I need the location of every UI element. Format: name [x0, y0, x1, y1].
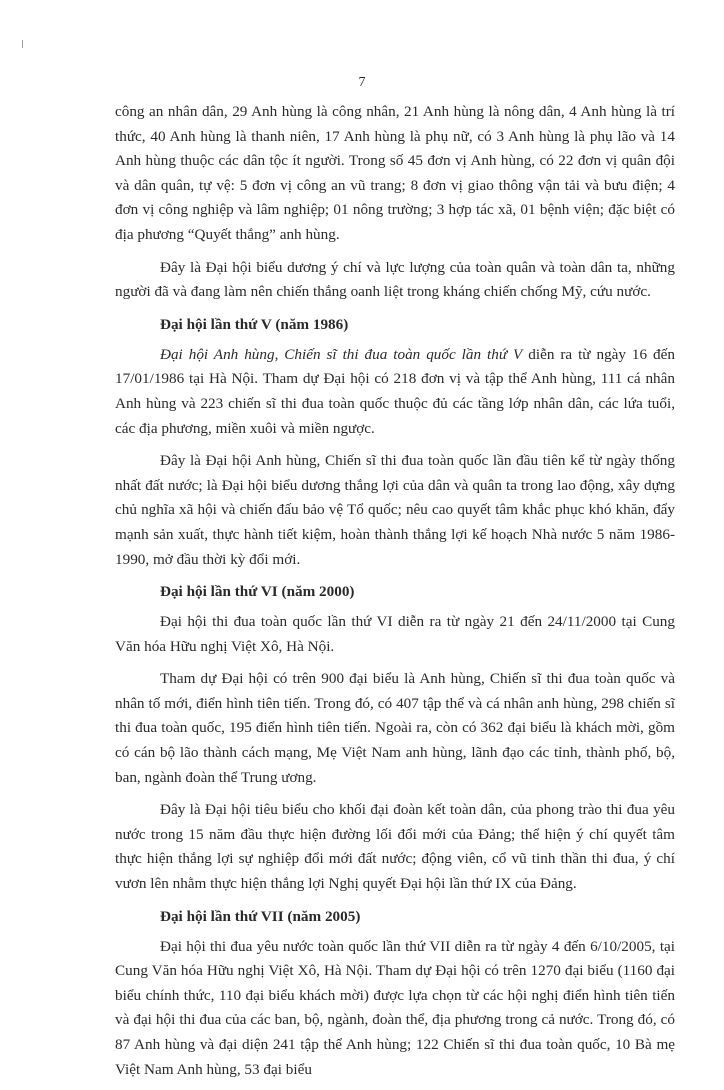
paragraph: Đây là Đại hội biểu dương ý chí và lực lượng của toàn quân và toàn dân ta, những người đã và đang làm nên chiến thắng oanh liệt trong kháng chiến chống Mỹ, cứu nước. — [115, 258, 675, 301]
margin-mark — [22, 40, 23, 48]
paragraph: Đại hội thi đua yêu nước toàn quốc lần thứ VII diễn ra từ ngày 4 đến 6/10/2005, tại Cung Văn hóa Hữu nghị Việt Xô, Hà Nội. Tham dự Đại hội có trên 1270 đại biểu (1160 đại biểu chính thức, 110 đại biểu khách mời) được lựa chọn từ các hội nghị điển hình tiên tiến và đại hội thi đua của các ban, bộ, ngành, đoàn thể, địa phương trong cả nước. Trong đó, có 87 Anh hùng và đại diện 241 tập thể Anh hùng; 122 Chiến sĩ thi đua toàn quốc, 10 Bà mẹ Việt Nam Anh hùng, 53 đại biểu — [115, 937, 675, 1078]
section-heading: Đại hội lần thứ VI (năm 2000) — [160, 583, 355, 601]
section-heading: Đại hội lần thứ V (năm 1986) — [160, 315, 349, 333]
page-number: 7 — [358, 75, 366, 90]
emphasis-text: Đại hội Anh hùng, Chiến sĩ thi đua toàn quốc lần thứ V — [160, 345, 523, 363]
document-body — [115, 100, 675, 1090]
paragraph-text: diễn ra từ ngày 16 đến 17/01/1986 tại Hà Nội. Tham dự Đại hội có 218 đơn vị và tập thể Anh hùng, 111 cá nhân Anh hùng và 223 chiến sĩ thi đua toàn quốc thuộc đủ các tầng lớp nhân dân, các lứa tuổi, các địa phương, miền xuôi và miền ngược. — [115, 345, 675, 437]
paragraph: Tham dự Đại hội có trên 900 đại biểu là Anh hùng, Chiến sĩ thi đua toàn quốc và nhân tố mới, điển hình tiên tiến. Trong đó, có 407 tập thể và cá nhân anh hùng, 298 chiến sĩ thi đua toàn quốc, 195 điển hình tiên tiến. Ngoài ra, còn có 362 đại biểu là khách mời, gồm có cán bộ lão thành cách mạng, Mẹ Việt Nam anh hùng, lãnh đạo các tỉnh, thành phố, bộ, ban, ngành đoàn thể Trung ương. — [115, 670, 675, 786]
paragraph: Đây là Đại hội Anh hùng, Chiến sĩ thi đua toàn quốc lần đầu tiên kể từ ngày thống nhất đất nước; là Đại hội biểu dương thắng lợi của dân và quân ta trong lao động, xây dựng chủ nghĩa xã hội và chiến đấu bảo vệ Tổ quốc; nêu cao quyết tâm khắc phục khó khăn, đẩy mạnh sản xuất, thực hành tiết kiệm, hoàn thành thắng lợi kế hoạch Nhà nước 5 năm 1986-1990, mở đầu thời kỳ đổi mới. — [115, 452, 675, 568]
paragraph — [115, 343, 675, 441]
paragraph: công an nhân dân, 29 Anh hùng là công nhân, 21 Anh hùng là nông dân, 4 Anh hùng là trí thức, 40 Anh hùng là thanh niên, 17 Anh hùng là phụ nữ, có 3 Anh hùng là phụ lão và 14 Anh hùng thuộc các dân tộc ít người. Trong số 45 đơn vị Anh hùng, có 22 đơn vị quân đội và dân quân, tự vệ: 5 đơn vị công an vũ trang; 8 đơn vị giao thông vận tải và bưu điện; 4 đơn vị công nghiệp và lâm nghiệp; 01 nông trường; 3 hợp tác xã, 01 bệnh viện; đặc biệt có địa phương “Quyết thắng” anh hùng. — [115, 103, 675, 243]
paragraph: Đại hội thi đua toàn quốc lần thứ VI diễn ra từ ngày 21 đến 24/11/2000 tại Cung Văn hóa Hữu nghị Việt Xô, Hà Nội. — [115, 613, 675, 655]
paragraph: Đây là Đại hội tiêu biểu cho khối đại đoàn kết toàn dân, của phong trào thi đua yêu nước trong 15 năm đầu thực hiện đường lối đổi mới của Đảng; thể hiện ý chí quyết tâm thực hiện thắng lợi sự nghiệp đổi mới đất nước; động viên, cổ vũ tinh thần thi đua, ý chí vươn lên nhằm thực hiện thắng lợi Nghị quyết Đại hội lần thứ IX của Đảng. — [115, 801, 675, 893]
section-heading: Đại hội lần thứ VII (năm 2005) — [160, 907, 361, 925]
